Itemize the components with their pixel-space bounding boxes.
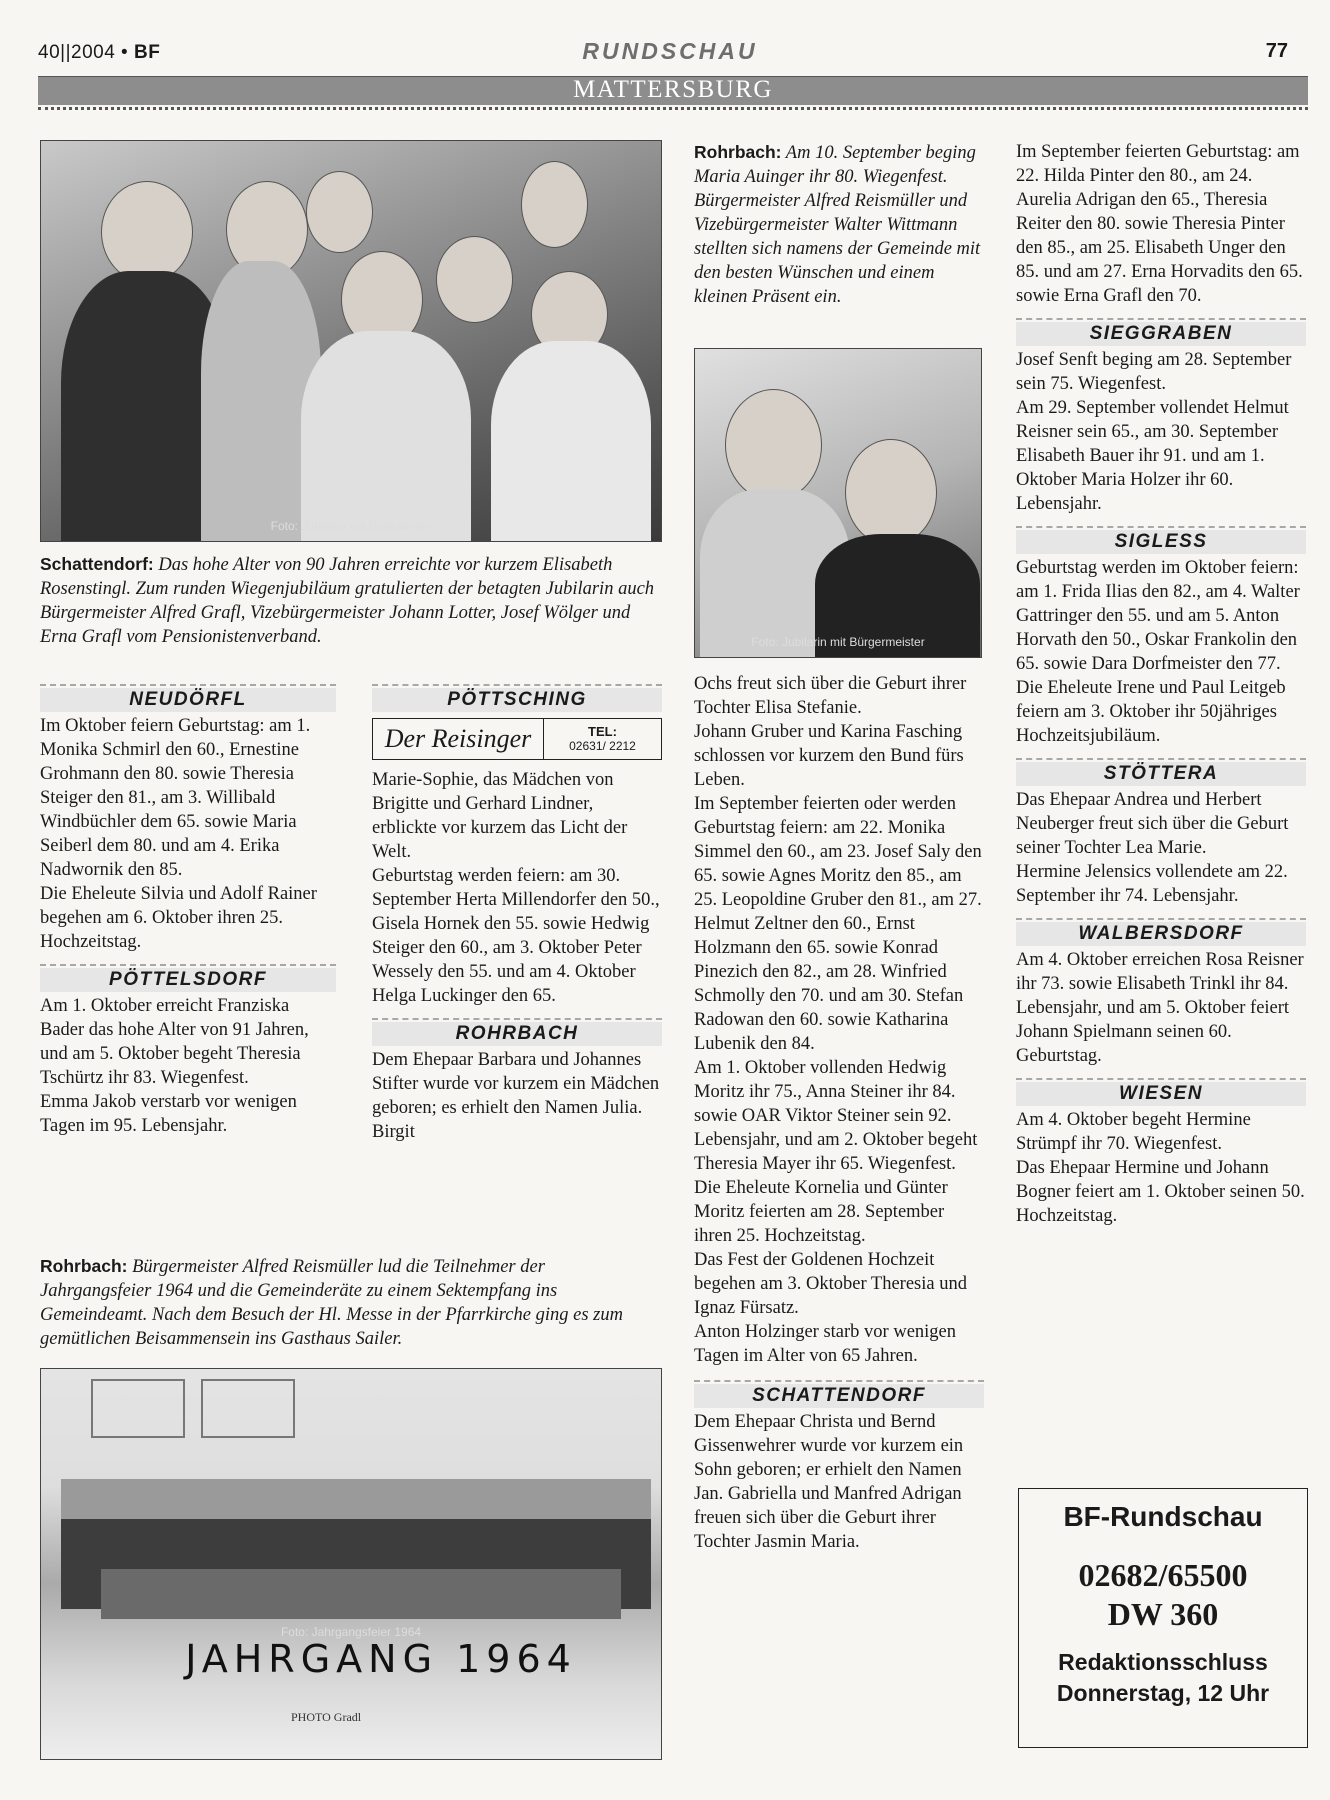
section-header-wiesen [1016, 1074, 1306, 1108]
caption3-text: Am 10. September beging Maria Auinger ihr 80. Wiegenfest. Bürgermeister Alfred Reismüller und Vizebürgermeister Walter Wittmann stellten sich namens der Gemeinde mit den besten Wünschen und einem kleinen Präsent ein. [694, 143, 981, 307]
column-3 [694, 672, 984, 1554]
caption1-text: Das hohe Alter von 90 Jahren erreichte vor kurzem Elisabeth Rosenstingl. Zum runden Wiegenjubiläum gratulierten der betagten Jubilarin auch Bürgermeister Alfred Grafl, Vizebürgermeister Johann Lotter, Josef Wölger und Erna Grafl vom Pensionistenverband. [40, 555, 655, 647]
wiesen-text-2: Das Ehepaar Hermine und Johann Bogner feiert am 1. Oktober seinen 50. Hochzeitstag. [1016, 1158, 1305, 1226]
walbersdorf-text-1: Am 4. Oktober erreichen Rosa Reisner ihr 73. sowie Elisabeth Trinkl ihr 84. Lebensjahr, und am 5. Oktober feiert Johann Spielmann seinen 60. Geburtstag. [1016, 950, 1304, 1066]
stoettera-text-1: Das Ehepaar Andrea und Herbert Neuberger freut sich über die Geburt seiner Tochter Lea Marie. [1016, 790, 1289, 858]
section-header-stoettera [1016, 754, 1306, 788]
section-title-rohrbach: ROHRBACH [372, 1022, 662, 1046]
wiesen-text-1: Am 4. Oktober begeht Hermine Strümpf ihr 70. Wiegenfest. [1016, 1110, 1251, 1154]
photographer-signature: PHOTO Gradl [291, 1710, 362, 1724]
photo3-label: Foto: Jahrgangsfeier 1964 [280, 1625, 422, 1639]
section-header-schattendorf [694, 1376, 984, 1410]
header-divider [38, 107, 1308, 110]
column-2 [372, 680, 662, 1144]
section-title-stoettera: STÖTTERA [1016, 762, 1306, 786]
section-header-sigless [1016, 522, 1306, 556]
section-header-poettelsdorf [40, 960, 336, 994]
caption-schattendorf [40, 552, 660, 649]
col3-text-3: Im September feierten oder werden Geburtstag feiern: am 22. Monika Simmel den 60., am 23. Josef Saly den 65. sowie Agnes Moritz den 85., am 25. Leopoldine Gruber den 81., am 27. Helmut Zeltner den 60., Ernst Holzmann den 65. sowie Konrad Pinezich den 82., am 28. Winfried Schmolly den 70. und am 30. Stefan Radowan den 60. sowie Katharina Lubenik den 84. [694, 794, 982, 1054]
section-title-sigless: SIGLESS [1016, 530, 1306, 554]
col3-text-5: Die Eheleute Kornelia und Günter Moritz feierten am 28. September ihren 25. Hochzeitstag. [694, 1178, 948, 1246]
col3-text-1: Ochs freut sich über die Geburt ihrer Tochter Elisa Stefanie. [694, 674, 967, 718]
contact-title: BF-Rundschau [1063, 1501, 1263, 1532]
poettelsdorf-text-2: Emma Jakob verstarb vor wenigen Tagen im 95. Lebensjahr. [40, 1092, 297, 1136]
issue-number: 40||2004 • [38, 42, 129, 63]
section-title-neudoerfl: NEUDÖRFL [40, 688, 336, 712]
section-header-walbersdorf [1016, 914, 1306, 948]
poettelsdorf-text-1: Am 1. Oktober erreicht Franziska Bader das hohe Alter von 91 Jahren, und am 5. Oktober begeht Theresia Tschürtz ihr 83. Wiegenfest. [40, 996, 309, 1088]
col3-text-6: Das Fest der Goldenen Hochzeit begehen am 3. Oktober Theresia und Ignaz Fürsatz. [694, 1250, 967, 1318]
caption2-place: Rohrbach: [40, 1256, 128, 1276]
brand-label: BF [133, 42, 161, 63]
section-header-rohrbach [372, 1014, 662, 1048]
col3-text-4: Am 1. Oktober vollenden Hedwig Moritz ihr 75., Anna Steiner ihr 84. sowie OAR Viktor Steiner sein 92. Lebensjahr, und am 2. Oktober begeht Theresia Mayer ihr 65. Wiegenfest. [694, 1058, 978, 1174]
contact-phone: 02682/65500 [1078, 1557, 1248, 1593]
caption-rohrbach-jahrgang [40, 1254, 660, 1351]
ad-tel-label: TEL: [588, 724, 617, 739]
column-4 [1016, 140, 1306, 1228]
section-title-poetsching: PÖTTSCHING [372, 688, 662, 712]
section-title-walbersdorf: WALBERSDORF [1016, 922, 1306, 946]
poetsching-text-2: Geburtstag werden feiern: am 30. September Herta Millendorfer den 50., Gisela Hornek den 55. sowie Hedwig Steiger den 60., am 3. Oktober Peter Wessely den 55. und am 4. Oktober Helga Luckinger den 65. [372, 866, 660, 1006]
photo-rohrbach-auinger [694, 348, 982, 658]
region-title: MATTERSBURG [573, 76, 773, 103]
deadline-label: Redaktionsschluss [1058, 1649, 1268, 1675]
section-title-wiesen: WIESEN [1016, 1082, 1306, 1106]
ad-logo: Der Reisinger [373, 719, 544, 759]
schattendorf-text-1: Dem Ehepaar Christa und Bernd Gissenwehrer wurde vor kurzem ein Sohn geboren; er erhielt den Namen Jan. Gabriella und Manfred Adrigan freuen sich über die Geburt ihrer Tochter Jasmin Maria. [694, 1412, 964, 1552]
section-title-poettelsdorf: PÖTTELSDORF [40, 968, 336, 992]
sieggraben-text-2: Am 29. September vollendet Helmut Reisner sein 65., am 30. September Elisabeth Bauer ihr 91. und am 1. Oktober Maria Holzer ihr 60. Lebensjahr. [1016, 398, 1289, 514]
section-header-poetsching [372, 680, 662, 714]
contact-box [1018, 1488, 1308, 1748]
section-title-sieggraben: SIEGGRABEN [1016, 322, 1306, 346]
sigless-text-1: Geburtstag werden im Oktober feiern: am 1. Frida Ilias den 82., am 4. Walter Gattringer den 55. und am 5. Anton Horvath den 50., Oskar Frankolin den 65. sowie Dara Dorfmeister den 77. [1016, 558, 1300, 674]
column-1 [40, 680, 336, 1138]
page-number: 77 [1265, 40, 1288, 62]
publication-title: RUNDSCHAU [582, 38, 758, 64]
col4-text-1: Im September feierten Geburtstag: am 22. Hilda Pinter den 80., am 24. Aurelia Adrigan den 65., Theresia Reiter den 80. sowie Theresia Pinter den 85., am 25. Elisabeth Unger den 85. und am 27. Erna Horvadits den 65. sowie Erna Grafl den 70. [1016, 142, 1303, 306]
deadline-value: Donnerstag, 12 Uhr [1056, 1680, 1270, 1706]
col3-text-2: Johann Gruber und Karina Fasching schlossen vor kurzem den Bund fürs Leben. [694, 722, 964, 790]
sigless-text-2: Die Eheleute Irene und Paul Leitgeb feiern am 3. Oktober ihr 50jähriges Hochzeitsjubiläum. [1016, 678, 1286, 746]
photo1-label: Foto: Jubilarin mit Gratulanten [270, 519, 432, 533]
ad-reisinger [372, 718, 662, 760]
caption2-text: Bürgermeister Alfred Reismüller lud die Teilnehmer der Jahrgangsfeier 1964 und die Gemeinderäte zu einem Sektempfang ins Gemeindeamt. Nach dem Besuch der Hl. Messe in der Pfarrkirche ging es zum gemütlichen Beisammensein ins Gasthaus Sailer. [40, 1257, 623, 1349]
neudoerfl-text-1: Im Oktober feiern Geburtstag: am 1. Monika Schmirl den 60., Ernestine Grohmann den 80. sowie Theresia Steiger den 81., am 3. Willibald Windbüchler dem 65. sowie Maria Seiberl dem 80. und am 4. Erika Nadwornik den 85. [40, 716, 311, 880]
stoettera-text-2: Hermine Jelensics vollendete am 22. September ihr 74. Lebensjahr. [1016, 862, 1288, 906]
jahrgang-title: JAHRGANG 1964 [185, 1637, 577, 1681]
section-title-schattendorf: SCHATTENDORF [694, 1384, 984, 1408]
section-header-neudoerfl [40, 680, 336, 714]
col3-text-7: Anton Holzinger starb vor wenigen Tagen im Alter von 65 Jahren. [694, 1322, 957, 1366]
ad-tel-number: 02631/ 2212 [569, 739, 636, 753]
sieggraben-text-1: Josef Senft beging am 28. September sein 75. Wiegenfest. [1016, 350, 1292, 394]
caption-rohrbach-auinger [694, 140, 982, 309]
rohrbach-text-1: Dem Ehepaar Barbara und Johannes Stifter wurde vor kurzem ein Mädchen geboren; es erhielt den Namen Julia. Birgit [372, 1050, 660, 1142]
photo2-label: Foto: Jubilarin mit Bürgermeister [751, 635, 925, 649]
photo-jahrgang-1964 [40, 1368, 662, 1760]
section-header-sieggraben [1016, 314, 1306, 348]
caption1-place: Schattendorf: [40, 554, 154, 574]
photo-schattendorf [40, 140, 662, 542]
contact-extension: DW 360 [1107, 1596, 1219, 1632]
caption3-place: Rohrbach: [694, 142, 782, 162]
neudoerfl-text-2: Die Eheleute Silvia und Adolf Rainer begehen am 6. Oktober ihren 25. Hochzeitstag. [40, 884, 317, 952]
poetsching-text-1: Marie-Sophie, das Mädchen von Brigitte und Gerhard Lindner, erblickte vor kurzem das Licht der Welt. [372, 770, 628, 862]
ad-phone [544, 725, 661, 753]
issue-info [38, 42, 160, 64]
